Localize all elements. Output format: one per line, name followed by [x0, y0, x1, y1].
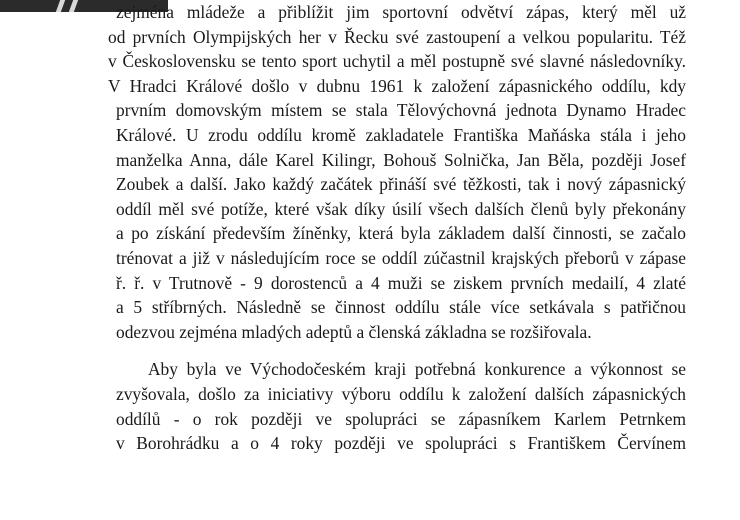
text-line: v Československu se tento sport uchytil a měl postupně své slavné následovníky. — [108, 51, 686, 72]
document-body — [108, 0, 686, 456]
text-line: v Borohrádku a o 4 roky později ve spolupráci s Františkem Červínem — [116, 433, 686, 454]
photo-streak — [56, 0, 65, 12]
text-line: Králové. U zrodu oddílu kromě zakladatele Františka Maňáska stála i jeho — [116, 124, 686, 145]
text-line: Aby byla ve Východočeském kraji potřebná konkurence a výkonnost se — [148, 359, 686, 380]
text-line: V Hradci Králové došlo v dubnu 1961 k založení zápasnického oddílu, kdy — [108, 75, 686, 96]
text-line: od prvních Olympijských her v Řecku své zastoupení a velkou popularitu. Též — [108, 26, 686, 47]
text-line: manželka Anna, dále Karel Kilingr, Bohouš Solnička, Jan Běla, později Josef — [116, 149, 686, 170]
text-line: prvním domovským místem se stala Tělovýchovná jednota Dynamo Hradec — [116, 100, 686, 121]
text-line: a 5 stříbrných. Následně se činnost oddílu stále více setkávala s patřičnou — [116, 297, 686, 318]
text-line: zvyšovala, došlo za iniciativy výboru oddílu k založení dalších zápasnických — [116, 383, 686, 404]
text-line: ř. ř. v Trutnově - 9 dorostenců a 4 muži se ziskem prvních medailí, 4 zlaté — [116, 272, 686, 293]
text-line: odezvou zejména mladých adeptů a členská základna se rozšiřovala. — [116, 321, 592, 342]
text-line: trénovat a již v následujícím roce se oddíl zúčastnil krajských přeborů v zápase — [116, 247, 686, 268]
text-line: Zoubek a další. Jako každý začátek přináší své těžkosti, tak i nový zápasnický — [116, 174, 686, 195]
paragraph-1 — [108, 0, 686, 344]
photo-streak — [69, 0, 78, 12]
paragraph-gap — [116, 344, 686, 357]
paragraph-2 — [116, 357, 686, 455]
text-line: zejména mládeže a přiblížit jim sportovní odvětví zápas, který měl už — [116, 2, 686, 22]
text-line: oddíl měl své potíže, které však díky úsilí všech dalších členů byly překonány — [116, 198, 686, 219]
text-line: oddílů - o rok později ve spolupráci se zápasníkem Karlem Petrnkem — [116, 408, 686, 429]
text-line: a po získání především žíněnky, která byla základem další činnosti, se začalo — [116, 223, 686, 244]
